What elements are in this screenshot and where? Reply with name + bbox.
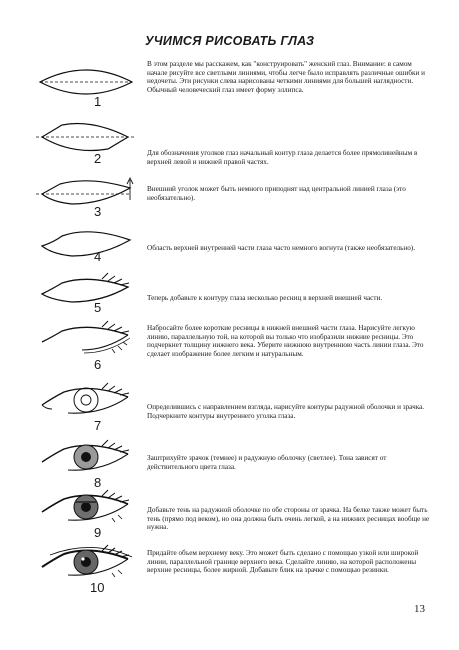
step-2-text: Для обозначения уголков глаз начальный контур глаза делается более прямолинейным в верхней левой и нижней правой частях. bbox=[147, 149, 418, 166]
step-1-text: В этом разделе мы расскажем, как "конструировать" женский глаз. Внимание: в самом начале рисуйте все светлыми линиями, чтобы легче было исправлять различные ошибки и недочеты. Эти рисунки слева нарисованы четкими линиями для большей наглядности. Обычный человеческий глаз имеет форму эллипса. bbox=[147, 60, 425, 94]
step-2-number: 2 bbox=[94, 151, 102, 166]
step-5-number: 5 bbox=[94, 300, 102, 315]
step-6-text: Набросайте более короткие ресницы в нижней внешней части глаза. Нарисуйте легкую линию, параллельную той, на которой вы только что изобразили нижние ресницы. Это подчеркнет толщину нижнего века. Уберите нижнюю внутреннюю часть линии глаза. Это сделает изображение более легким и натуральным. bbox=[147, 324, 424, 358]
step-10-number: 10 bbox=[90, 580, 105, 595]
eye-drawing-step-10 bbox=[32, 545, 140, 601]
step-7-text: Определившись с направлением взгляда, нарисуйте контуры радужной оболочки и зрачка. Подчеркните контуры внутреннего уголка глаза. bbox=[147, 403, 425, 420]
step-9-number: 9 bbox=[94, 525, 102, 540]
step-3-text: Внешний уголок может быть немного приподнят над центральной линией глаза (это необязательно). bbox=[147, 185, 406, 202]
step-9-text: Добавьте тень на радужной оболочке по обе стороны от зрачка. На белке также может быть тень (прямо под веком), но она должна быть очень легкой, а на нижних ресницах вообще не нужна. bbox=[147, 506, 430, 532]
step-7-number: 7 bbox=[94, 418, 102, 433]
step-8-text: Заштрихуйте зрачок (темнее) и радужную оболочку (светлее). Тона зависят от действительного цвета глаза. bbox=[147, 454, 387, 471]
eye-drawing-step-7 bbox=[32, 383, 140, 439]
eye-drawing-step-8 bbox=[32, 440, 140, 496]
step-10-text: Придайте объем верхнему веку. Это может быть сделано с помощью узкой или широкой линии, параллельной границе верхнего века. Сделайте линию, на которой расположены верхние ресницы, более жирной. Добавьте блик на зрачке с помощью резинки. bbox=[147, 549, 419, 575]
eye-drawing-step-6 bbox=[32, 320, 140, 376]
eye-drawing-step-3 bbox=[32, 170, 140, 226]
step-3-number: 3 bbox=[94, 204, 102, 219]
step-5-text: Теперь добавьте к контуру глаза несколько ресниц в верхней внешней части. bbox=[147, 294, 383, 302]
page-title: УЧИМСЯ РИСОВАТЬ ГЛАЗ bbox=[145, 34, 315, 48]
eye-drawing-step-2 bbox=[32, 115, 140, 171]
eye-drawing-step-9 bbox=[32, 490, 140, 546]
step-4-text: Область верхней внутренней части глаза часто немного вогнута (также необязательно). bbox=[147, 244, 416, 252]
step-6-number: 6 bbox=[94, 357, 102, 372]
step-1-number: 1 bbox=[94, 94, 102, 109]
eye-drawing-step-1 bbox=[32, 60, 140, 116]
step-4-number: 4 bbox=[94, 249, 102, 264]
page-number: 13 bbox=[414, 603, 425, 615]
step-8-number: 8 bbox=[94, 475, 102, 490]
